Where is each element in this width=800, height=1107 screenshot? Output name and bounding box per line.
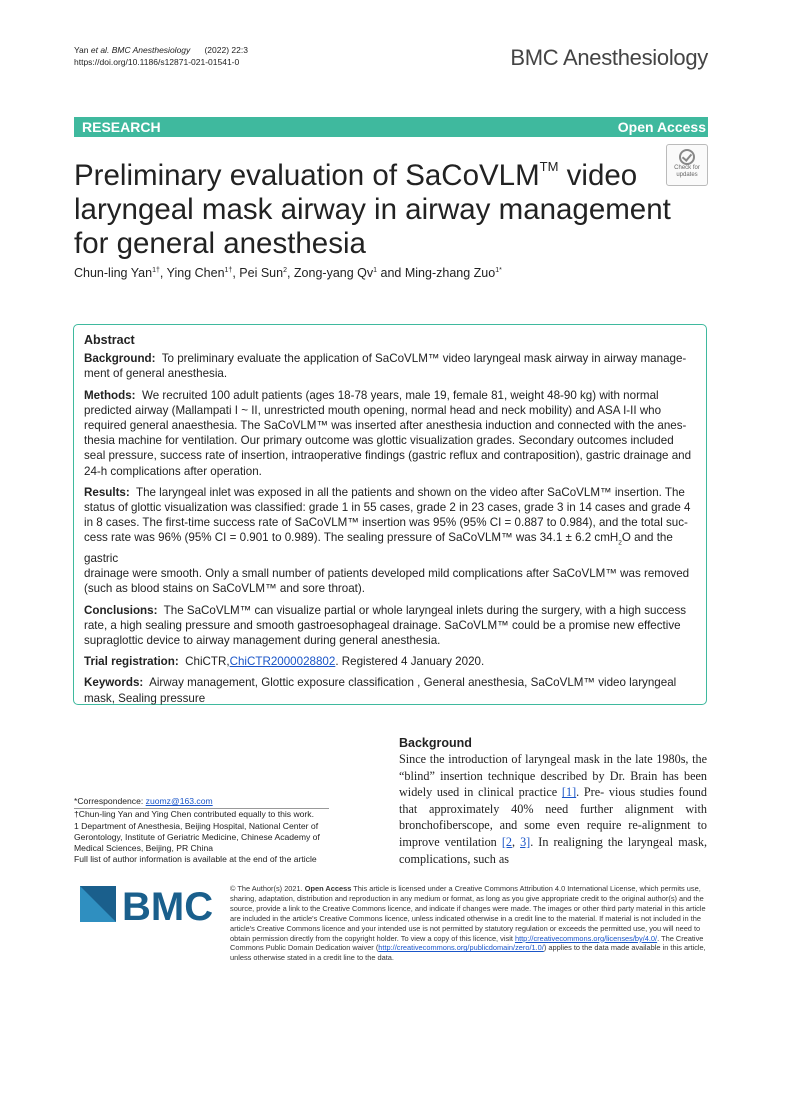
abstract-results: Results: The laryngeal inlet was exposed in all the patients and shown on the video after SaCoVLM™ insertion. The status of glottic visualization was classified: grade 1 in 55 cases, grade 2 in 23 cases, grade 3 in 14 cases and grade 4 in 8 cases. The first-time success rate of SaCoVLM™ insertion was 95% (95% CI = 0.887 to 0.984), and the total suc- cess rate was 96% (95% CI = 0.901 to 0.989). The sealing pressure of SaCoVLM™ was 34.1 ± 6.2 cmH$_2$O and the gastric drainage were smooth. Only a small number of patients developed mild complications after SaCoVLM™ was removed (such as blood stains on SaCoVLM™ and sore throat). <box>84 485 691 596</box>
correspondence-line: *Correspondence: zuomz@163.com <box>74 796 213 806</box>
open-access-label: Open Access <box>617 119 706 135</box>
citation-line: Yan et al. BMC Anesthesiology (2022) 22:3 <box>74 45 248 55</box>
background-text: Since the introduction of laryngeal mask in the late 1980s, the “blind” insertion technique described by Dr. Brain has been widely used in clinical practice [1]. Pre- vious studies found that approximately 40% need further alignment with bronchofiberscope, and some even require re-alignment to improve ventilation [2, 3]. In realigning the laryngeal mask, complications, such as <box>399 752 707 866</box>
abstract <box>84 333 696 712</box>
correspondence-block <box>74 796 364 866</box>
author-list: Chun-ling Yan$^{1\dagger}$, Ying Chen$^{1\dagger}$, Pei Sun$^2$, Zong-yang Qv$^1$ and Ming-zhang Zuo$^{1*}$ <box>74 266 502 280</box>
email-link[interactable]: zuomz@163.com <box>145 796 213 806</box>
author-info-note: Full list of author information is available at the end of the article <box>74 854 317 865</box>
bmc-logo <box>80 884 220 928</box>
article-type-label: RESEARCH <box>82 119 161 135</box>
abstract-heading: Abstract <box>84 333 135 347</box>
license-link[interactable]: http://creativecommons.org/licenses/by/4.0/ <box>514 933 658 943</box>
affiliation-1: 1 Department of Anesthesia, Beijing Hospital, National Center of Gerontology, Institute of Geriatric Medicine, Chinese Academy of Medical Sciences, Beijing, PR China <box>74 820 320 854</box>
license-text: © The Author(s) 2021. Open Access This article is licensed under a Creative Commons Attribution 4.0 International License, which permits use, sharing, adaptation, distribution and reproduction in any medium or format, as long as you give appropriate credit to the original author(s) and the source, provide a link to the Creative Commons licence, and indicate if changes were made. The images or other third party material in this article are included in the article's Creative Commons licence, unless indicated otherwise in a credit line to the material. If material is not included in the article's Creative Commons licence and your intended use is not permitted by statutory regulation or exceeds the permitted use, you will need to obtain permission directly from the copyright holder. To view a copy of this licence, visit http://creativecommons.org/licenses/by/4.0/. The Creative Commons Public Domain Dedication waiver (http://creativecommons.org/publicdomain/zero/1.0/) applies to the data made available in this article, unless otherwise stated in a credit line to the data. <box>230 884 706 963</box>
bmc-logo-text: BMC <box>122 885 214 928</box>
reference-link[interactable]: [1] <box>561 785 577 800</box>
abstract-methods: Methods: We recruited 100 adult patients (ages 18-78 years, male 19, female 81, weight 48-90 kg) with normal predicted airway (Mallampati I ~ II, unrestricted mouth opening, normal head and neck mobility) and ASA I-II who required general anaesthesia. The SaCoVLM™ was inserted after anesthesia induction and connected with the anes- thesia machine for ventilation. Our primary outcome was glottic visualization grades. Secondary outcomes included seal pressure, success rate of insertion, intraoperative findings (gastric reflux and contraposition), gastric drainage and 24-h complications after operation. <box>84 388 692 478</box>
author-name: Pei Sun <box>239 266 284 280</box>
public-domain-link[interactable]: http://creativecommons.org/publicdomain/zero/1.0/ <box>378 943 544 953</box>
journal-name: BMC Anesthesiology <box>510 45 708 70</box>
citation-year: (2022) 22:3 <box>204 45 248 55</box>
section-bar <box>74 117 708 137</box>
article-title: Preliminary evaluation of SaCoVLM™ video laryngeal mask airway in airway management for general anesthesia <box>74 159 671 260</box>
doi-link[interactable]: https://doi.org/10.1186/s12871-021-01541-0 <box>74 57 240 67</box>
citation-journal: BMC Anesthesiology <box>111 45 191 55</box>
author-name: Ming-zhang Zuo <box>404 266 496 280</box>
running-header <box>74 44 248 68</box>
footnote-divider <box>74 808 329 809</box>
author-name: Zong-yang Qv <box>293 266 374 280</box>
check-for-updates-button[interactable]: Check for updates <box>666 144 708 186</box>
equal-contribution-note: †Chun-ling Yan and Ying Chen contributed equally to this work. <box>74 809 314 820</box>
abstract-background: Background: To preliminary evaluate the application of SaCoVLM™ video laryngeal mask airway in airway manage- ment of general anesthesia. <box>84 352 687 381</box>
reference-link[interactable]: [2 <box>501 834 512 849</box>
trial-registration-link[interactable]: ChiCTR2000028802 <box>229 655 336 669</box>
abstract-trial-registration: Trial registration: ChiCTR,ChiCTR2000028802. Registered 4 January 2020. <box>84 655 485 669</box>
author-name: Ying Chen <box>166 266 225 280</box>
background-heading: Background <box>399 736 472 750</box>
check-icon <box>679 149 695 165</box>
reference-link[interactable]: 3] <box>520 834 531 849</box>
author-name: Chun-ling Yan <box>74 266 153 280</box>
abstract-conclusions: Conclusions: The SaCoVLM™ can visualize partial or whole laryngeal inlets during the surgery, with a high success rate, a high sealing pressure and smooth gastroesophageal drainage. SaCoVLM™ could be a promise new effective supraglottic device to airway management during general anesthesia. <box>84 603 687 647</box>
abstract-keywords: Keywords: Airway management, Glottic exposure classification , General anesthesia, SaCoVLM™ video laryngeal mask, Sealing pressure <box>84 676 677 705</box>
